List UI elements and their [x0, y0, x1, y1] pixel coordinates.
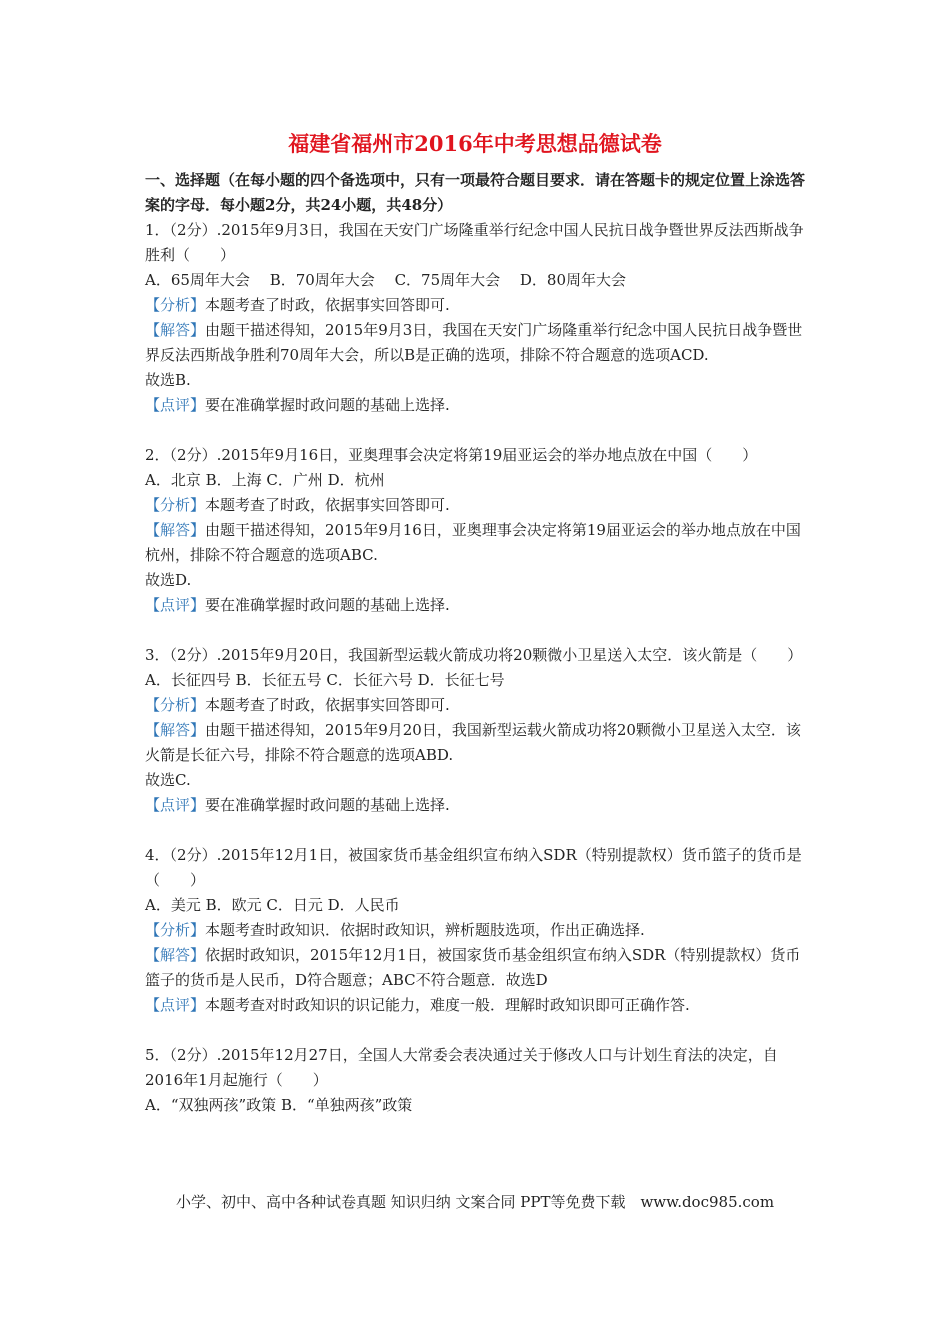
- choice-line: 故选D.: [145, 571, 192, 589]
- analysis-tag: 【分析】: [145, 296, 206, 314]
- question-2: [145, 443, 810, 618]
- answer-tag: 【解答】: [145, 946, 206, 964]
- answer-line: [145, 943, 810, 993]
- answer-text: 由题干描述得知，2015年9月16日，亚奥理事会决定将第19届亚运会的举办地点放在中国杭州，排除不符合题意的选项ABC.: [145, 521, 801, 564]
- comment-text: 本题考查对时政知识的识记能力，难度一般．理解时政知识即可正确作答.: [205, 996, 690, 1014]
- comment-tag: 【点评】: [145, 596, 206, 614]
- document-body: [145, 168, 810, 1143]
- answer-line: [145, 318, 810, 368]
- comment-line: [145, 793, 810, 818]
- choice-line: 故选C.: [145, 771, 191, 789]
- question-stem: 3．（2分）.2015年9月20日，我国新型运载火箭成功将20颗微小卫星送入太空．该火箭是（ ）: [145, 646, 803, 664]
- question-4: [145, 843, 810, 1018]
- question-options: A．“双独两孩”政策 B．“单独两孩”政策: [145, 1096, 413, 1114]
- question-stem: 2．（2分）.2015年9月16日，亚奥理事会决定将第19届亚运会的举办地点放在中国（ ）: [145, 446, 758, 464]
- comment-tag: 【点评】: [145, 796, 206, 814]
- analysis-text: 本题考查了时政，依据事实回答即可.: [205, 696, 450, 714]
- document-title: 福建省福州市2016年中考思想品德试卷: [288, 131, 662, 156]
- question-stem: 5．（2分）.2015年12月27日，全国人大常委会表决通过关于修改人口与计划生育法的决定，自2016年1月起施行（ ）: [145, 1046, 778, 1089]
- comment-tag: 【点评】: [145, 996, 206, 1014]
- answer-tag: 【解答】: [145, 321, 206, 339]
- analysis-tag: 【分析】: [145, 496, 206, 514]
- answer-text: 由题干描述得知，2015年9月3日，我国在天安门广场隆重举行纪念中国人民抗日战争暨世界反法西斯战争胜利70周年大会，所以B是正确的选项，排除不符合题意的选项ACD.: [145, 321, 803, 364]
- answer-text: 依据时政知识，2015年12月1日，被国家货币基金组织宣布纳入SDR（特别提款权）货币篮子的货币是人民币，D符合题意；ABC不符合题意．故选D: [145, 946, 801, 989]
- choice-line: 故选B.: [145, 371, 191, 389]
- comment-text: 要在准确掌握时政问题的基础上选择.: [205, 596, 450, 614]
- answer-line: [145, 718, 810, 768]
- comment-line: [145, 993, 810, 1018]
- analysis-tag: 【分析】: [145, 921, 206, 939]
- question-options: A．65周年大会 B．70周年大会 C．75周年大会 D．80周年大会: [145, 271, 627, 289]
- answer-line: [145, 518, 810, 568]
- comment-tag: 【点评】: [145, 396, 206, 414]
- answer-tag: 【解答】: [145, 521, 206, 539]
- question-5: [145, 1043, 810, 1118]
- analysis-line: [145, 918, 810, 943]
- answer-tag: 【解答】: [145, 721, 206, 739]
- question-3: [145, 643, 810, 818]
- analysis-line: [145, 493, 810, 518]
- analysis-text: 本题考查时政知识．依据时政知识，辨析题肢选项，作出正确选择.: [205, 921, 645, 939]
- question-1: [145, 218, 810, 418]
- analysis-tag: 【分析】: [145, 696, 206, 714]
- question-stem: 1．（2分）.2015年9月3日，我国在天安门广场隆重举行纪念中国人民抗日战争暨世界反法西斯战争胜利（ ）: [145, 221, 804, 264]
- analysis-text: 本题考查了时政，依据事实回答即可.: [205, 296, 450, 314]
- question-options: A．美元 B．欧元 C．日元 D．人民币: [145, 896, 400, 914]
- comment-text: 要在准确掌握时政问题的基础上选择.: [205, 796, 450, 814]
- analysis-text: 本题考查了时政，依据事实回答即可.: [205, 496, 450, 514]
- analysis-line: [145, 293, 810, 318]
- page-footer: 小学、初中、高中各种试卷真题 知识归纳 文案合同 PPT等免费下载 www.doc985.com: [175, 1193, 775, 1211]
- comment-line: [145, 593, 810, 618]
- section-heading: 一、选择题（在每小题的四个备选项中，只有一项最符合题目要求．请在答题卡的规定位置上涂选答案的字母．每小题2分，共24小题，共48分）: [145, 171, 806, 214]
- comment-text: 要在准确掌握时政问题的基础上选择.: [205, 396, 450, 414]
- question-options: A．北京 B．上海 C．广州 D．杭州: [145, 471, 385, 489]
- comment-line: [145, 393, 810, 418]
- question-options: A．长征四号 B．长征五号 C．长征六号 D．长征七号: [145, 671, 505, 689]
- question-stem: 4．（2分）.2015年12月1日，被国家货币基金组织宣布纳入SDR（特别提款权）货币篮子的货币是（ ）: [145, 846, 802, 889]
- analysis-line: [145, 693, 810, 718]
- answer-text: 由题干描述得知，2015年9月20日，我国新型运载火箭成功将20颗微小卫星送入太空．该火箭是长征六号，排除不符合题意的选项ABD.: [145, 721, 801, 764]
